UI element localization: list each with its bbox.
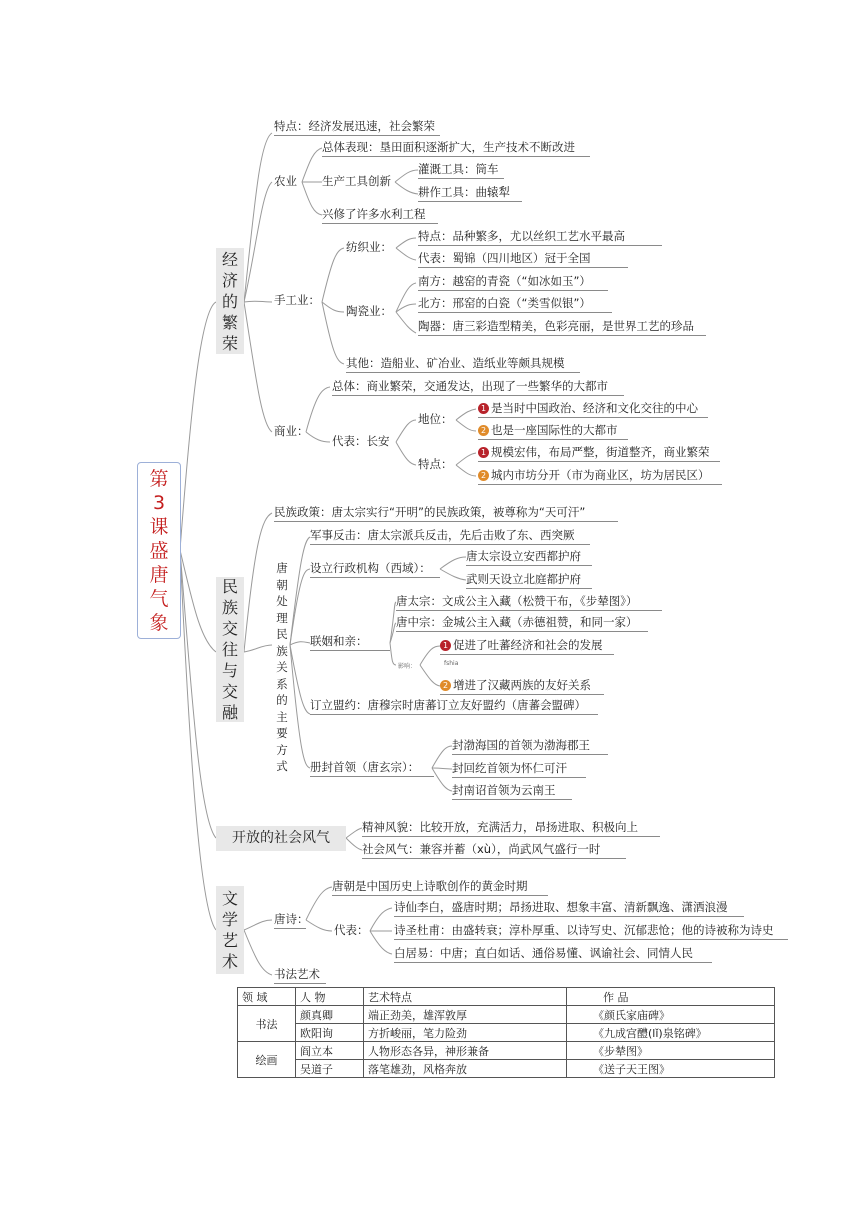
table-row [238, 1024, 775, 1042]
lit-golden: 唐朝是中国历史上诗歌创作的黄金时期 [332, 879, 548, 896]
ethnic-admin: 设立行政机构（西域）： [310, 561, 440, 578]
craft-ceramic: 陶瓷业： [346, 304, 392, 318]
agri-overall: 总体表现：垦田面积逐渐扩大，生产技术不断改进 [322, 140, 590, 157]
table-row [238, 1006, 775, 1024]
fshia-note: fshia [444, 660, 459, 667]
marriage-zhongzong: 唐中宗：金城公主入藏（赤德祖赞，和同一家） [396, 615, 648, 632]
lit-calligraphy: 书法艺术 [274, 967, 326, 984]
ceramic-taoqi: 陶器：唐三彩造型精美，色彩亮丽，是世界工艺的珍品 [418, 319, 706, 336]
table-group: 书法 [238, 1006, 296, 1042]
table-cell: 《步辇图》 [567, 1042, 775, 1060]
enfeoff-3: 封南诏首领为云南王 [452, 783, 572, 800]
enfeoff-1: 封渤海国的首领为渤海郡王 [452, 738, 608, 755]
topic-open [216, 826, 346, 851]
table-header: 艺术特点 [364, 988, 567, 1006]
craft-other: 其他：造船业、矿冶业、造纸业等颇具规模 [346, 356, 580, 373]
agri-water: 兴修了许多水利工程 [322, 207, 438, 224]
agri-tools: 生产工具创新 [322, 174, 391, 188]
ceramic-north: 北方：邢窑的白瓷（“类雪似银”） [418, 296, 612, 313]
lit-baijuyi: 白居易：中唐；直白如话、通俗易懂、讽谕社会、同情人民 [394, 946, 712, 963]
textile-rep: 代表：蜀锦（四川地区）冠于全国 [418, 251, 628, 268]
ethnic-marriage: 联姻和亲： [310, 634, 390, 651]
ethnic-enfeoff: 册封首领（唐玄宗）： [310, 760, 434, 777]
ethnic-policy: 民族政策：唐太宗实行“开明”的民族政策，被尊称为“天可汗” [274, 505, 618, 522]
table-header: 作 品 [567, 988, 775, 1006]
ethnic-ways: 唐朝处理民族关系的主要方式 [276, 561, 288, 773]
topic-open-title: 开放的社会风气 [232, 830, 330, 846]
ethnic-alliance: 订立盟约：唐穆宗时唐蕃订立友好盟约（唐蕃会盟碑） [310, 698, 598, 715]
agri-plough: 耕作工具：曲辕犁 [418, 185, 522, 202]
marriage-influence: 影响： [398, 663, 417, 670]
commerce-trait-1: 1 规模宏伟，布局严整，街道整齐，商业繁荣 [478, 445, 720, 462]
textile-trait: 特点：品种繁多，尤以丝织工艺水平最高 [418, 229, 662, 246]
marriage-taizong: 唐太宗：文成公主入藏（松赞干布，《步辇图》） [396, 594, 662, 611]
craft-textile: 纺织业： [346, 240, 392, 254]
topic-literature [216, 886, 244, 974]
table-cell: 人物形态各异，神形兼备 [364, 1042, 567, 1060]
topic-ethnic-title: 民族交往与交融 [221, 577, 238, 722]
table-cell: 吴道子 [296, 1060, 364, 1078]
table-header: 人 物 [296, 988, 364, 1006]
table-cell: 颜真卿 [296, 1006, 364, 1024]
agri-irrigation: 灌溉工具：筒车 [418, 162, 504, 179]
open-spirit: 精神风貌：比较开放，充满活力，昂扬进取、积极向上 [362, 820, 660, 837]
agri-label: 农业 [274, 174, 297, 188]
commerce-trait: 特点： [418, 457, 453, 471]
admin-2: 武则天设立北庭都护府 [466, 572, 592, 589]
commerce-status-1: 1 是当时中国政治、经济和文化交往的中心 [478, 401, 708, 418]
table-header: 领 域 [238, 988, 296, 1006]
lit-libai: 诗仙李白，盛唐时期；昂扬进取、想象丰富、清新飘逸、潇洒浪漫 [394, 900, 744, 917]
table-group: 绘画 [238, 1042, 296, 1078]
topic-economy-title: 经济的繁荣 [221, 249, 238, 353]
econ-trait: 特点：经济发展迅速，社会繁荣 [274, 119, 440, 136]
table-cell: 《送子天王图》 [567, 1060, 775, 1078]
lit-poetry: 唐诗： [274, 912, 306, 929]
commerce-status-2: 2 也是一座国际性的大都市 [478, 423, 628, 440]
enfeoff-2: 封回纥首领为怀仁可汗 [452, 761, 586, 778]
table-row [238, 1042, 775, 1060]
table-row [238, 1060, 775, 1078]
commerce-trait-2: 2 城内市坊分开（市为商业区，坊为居民区） [478, 468, 722, 485]
art-table [237, 987, 775, 1078]
craft-label: 手工业： [274, 293, 320, 307]
admin-1: 唐太宗设立安西都护府 [466, 549, 592, 566]
topic-literature-title: 文学艺术 [221, 889, 238, 971]
influence-2: 2 增进了汉藏两族的友好关系 [440, 678, 604, 695]
root-title: 第3课盛唐气象 [149, 467, 169, 634]
commerce-label: 商业： [274, 424, 309, 438]
lit-rep: 代表： [334, 923, 369, 937]
commerce-rep: 代表：长安 [332, 434, 390, 448]
ceramic-south: 南方：越窑的青瓷（“如冰如玉”） [418, 274, 608, 291]
open-custom: 社会风气：兼容并蓄（xù），尚武风气盛行一时 [362, 842, 626, 859]
lit-dufu: 诗圣杜甫：由盛转衰；淳朴厚重、以诗写史、沉郁悲怆；他的诗被称为诗史 [394, 923, 788, 940]
commerce-status: 地位： [418, 412, 453, 426]
ethnic-military: 军事反击：唐太宗派兵反击，先后击败了东、西突厥 [310, 528, 590, 545]
table-cell: 欧阳询 [296, 1024, 364, 1042]
topic-economy [216, 248, 244, 354]
root-topic [137, 462, 181, 639]
influence-1: 1 促进了吐蕃经济和社会的发展 [440, 638, 614, 655]
table-cell: 《颜氏家庙碑》 [567, 1006, 775, 1024]
table-cell: 落笔雄劲，风格奔放 [364, 1060, 567, 1078]
topic-ethnic [216, 577, 244, 722]
table-cell: 《九成宫醴(lǐ)泉铭碑》 [567, 1024, 775, 1042]
table-cell: 阎立本 [296, 1042, 364, 1060]
table-cell: 方折峻丽，笔力险劲 [364, 1024, 567, 1042]
table-cell: 端正劲美，雄浑敦厚 [364, 1006, 567, 1024]
commerce-overall: 总体：商业繁荣，交通发达，出现了一些繁华的大都市 [332, 379, 624, 396]
table-header-row [238, 988, 775, 1006]
